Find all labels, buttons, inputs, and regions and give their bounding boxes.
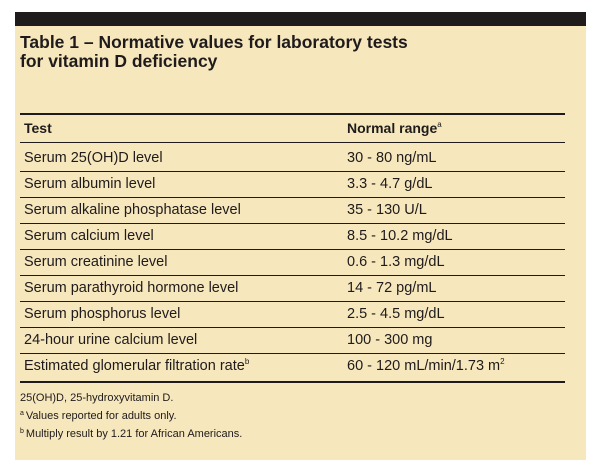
footnote-a-marker: a: [20, 410, 24, 417]
column-header-test-label: Test: [24, 120, 52, 136]
footnote-marker-b: b: [244, 357, 250, 366]
table-bottom-rule: [20, 381, 565, 383]
table-row-4-range: 8.5 - 10.2 mg/dL: [347, 228, 453, 244]
row-divider: [20, 171, 565, 172]
row-divider: [20, 353, 565, 354]
table-row-7-range: 2.5 - 4.5 mg/dL: [347, 306, 445, 322]
footnote-a-text: Values reported for adults only.: [25, 410, 177, 422]
table-row-6-test: Serum parathyroid hormone level: [24, 280, 239, 296]
footnote-marker-a: a: [437, 120, 442, 129]
header-bottom-rule: [20, 142, 565, 143]
table-row-3-range: 35 - 130 U/L: [347, 202, 427, 218]
table-row-9-test: [24, 357, 249, 375]
table-row-1-test: Serum 25(OH)D level: [24, 150, 163, 166]
table-row-3-test: Serum alkaline phosphatase level: [24, 202, 241, 218]
table-row-5-range: 0.6 - 1.3 mg/dL: [347, 254, 445, 270]
table-row-9-test-label: Estimated glomerular filtration rate: [24, 358, 245, 374]
table-row-4-test: Serum calcium level: [24, 228, 154, 244]
header-top-rule: [20, 113, 565, 115]
column-header-range-label: Normal range: [347, 120, 438, 136]
top-bar: [15, 12, 586, 26]
row-divider: [20, 223, 565, 224]
column-header-range: [347, 119, 442, 137]
footnote-abbreviation: 25(OH)D, 25-hydroxyvitamin D.: [20, 392, 174, 404]
table-row-7-test: Serum phosphorus level: [24, 306, 181, 322]
row-divider: [20, 327, 565, 328]
footnote-a: [20, 409, 177, 423]
table-title: [20, 33, 408, 71]
table-row-1-range: 30 - 80 ng/mL: [347, 150, 437, 166]
table-row-8-test: 24-hour urine calcium level: [24, 332, 198, 348]
footnote-b-text: Multiply result by 1.21 for African Americans.: [25, 428, 243, 440]
table-row-2-test: Serum albumin level: [24, 176, 156, 192]
table-row-6-range: 14 - 72 pg/mL: [347, 280, 437, 296]
table-row-8-range: 100 - 300 mg: [347, 332, 433, 348]
footnote-b-marker: b: [20, 428, 24, 435]
unit-exponent: 2: [500, 357, 505, 366]
table-row-5-test: Serum creatinine level: [24, 254, 168, 270]
row-divider: [20, 197, 565, 198]
table-row-2-range: 3.3 - 4.7 g/dL: [347, 176, 433, 192]
footnote-b: [20, 427, 242, 441]
table-row-9-range: [347, 357, 505, 375]
table-title-line-1: Table 1 – Normative values for laboratory tests: [20, 32, 408, 52]
row-divider: [20, 249, 565, 250]
column-header-test: [24, 119, 52, 137]
row-divider: [20, 275, 565, 276]
table-row-9-range-value: 60 - 120 mL/min/1.73 m: [347, 358, 501, 374]
table-title-line-2: for vitamin D deficiency: [20, 51, 218, 71]
row-divider: [20, 301, 565, 302]
